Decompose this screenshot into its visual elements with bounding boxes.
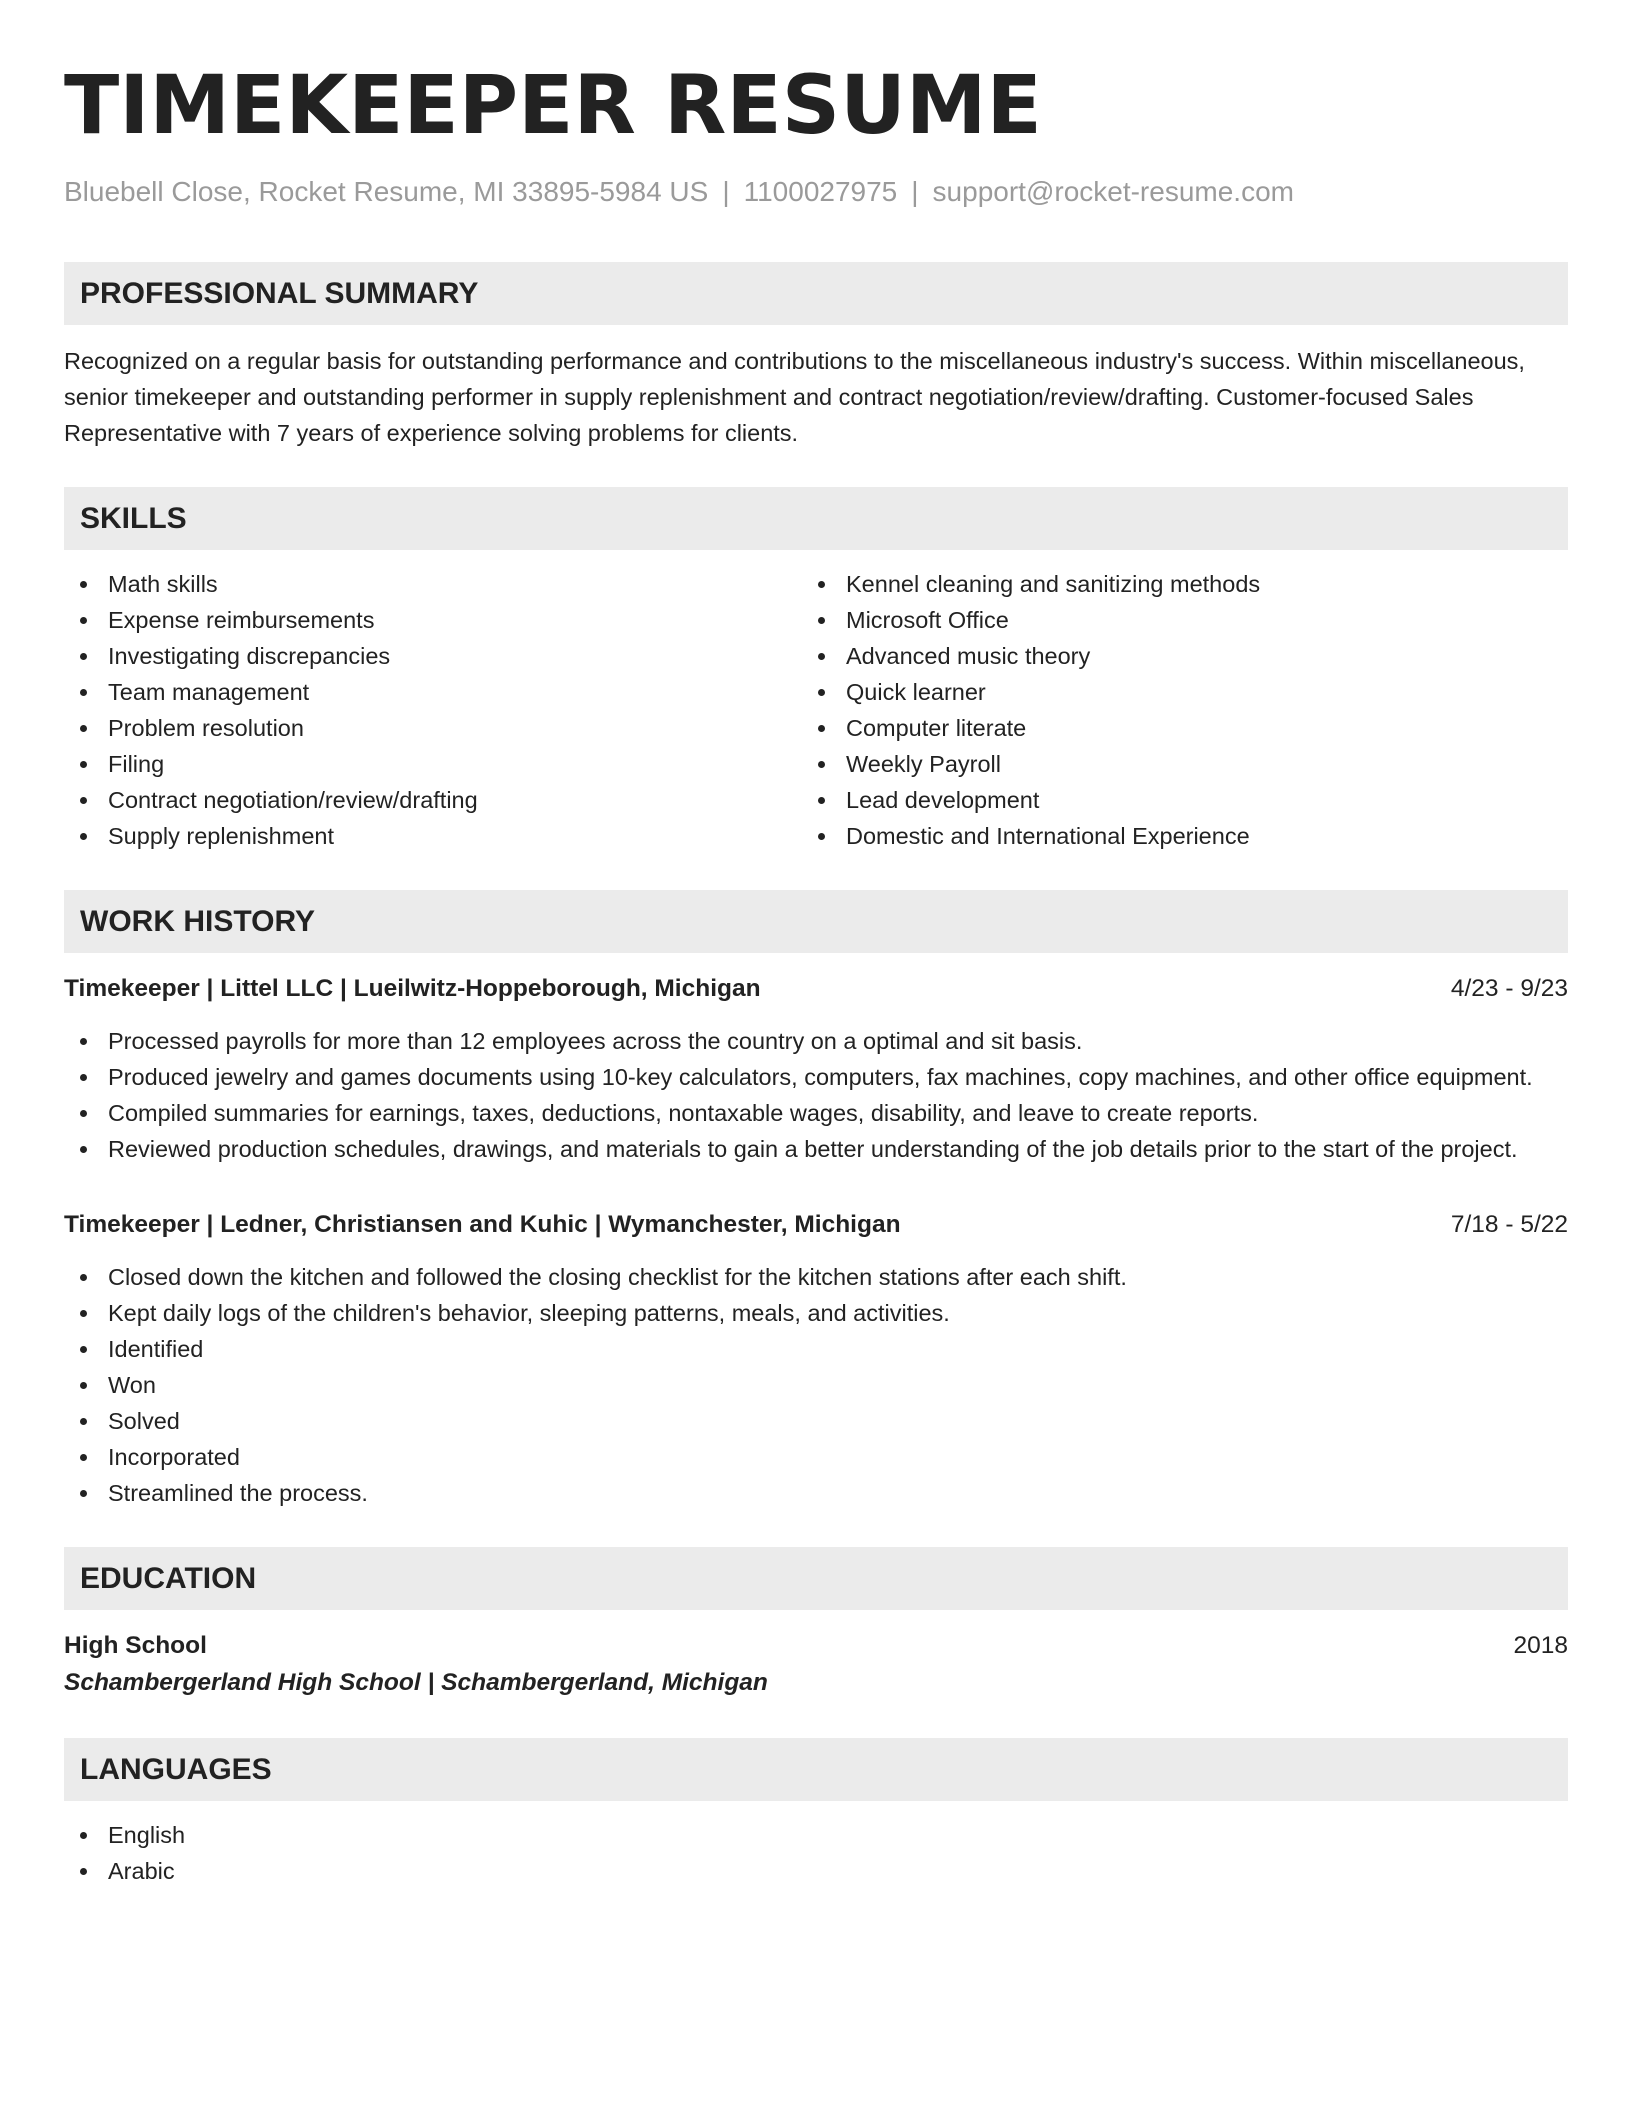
education-school: Schambergerland High School | Schambergerland, Michigan: [64, 1669, 768, 1696]
languages-list: [64, 1817, 1568, 1889]
job-bullets: [64, 1023, 1568, 1167]
contact-phone: 1100027975: [743, 176, 898, 207]
education-heading: EDUCATION: [64, 1547, 1568, 1610]
job-dates: 7/18 - 5/22: [1450, 1211, 1568, 1238]
skills-heading: SKILLS: [64, 487, 1568, 550]
education-entry: [64, 1628, 1568, 1702]
job-entry: [64, 971, 1568, 1167]
job-entry: [64, 1207, 1568, 1511]
summary-text: Recognized on a regular basis for outstanding performance and contributions to the miscellaneous industry's success. Within miscellaneous, senior timekeeper and outstanding performer in supply replenishment and contract negotiation/review/drafting. Customer-focused Sales Representative with 7 years of experience solving problems for clients.: [64, 348, 1525, 446]
job-header: [64, 971, 1568, 1007]
languages-heading: LANGUAGES: [64, 1738, 1568, 1801]
language-item: English: [64, 1817, 1568, 1853]
skill-item: Contract negotiation/review/drafting: [64, 782, 802, 818]
job-bullet: Processed payrolls for more than 12 employees across the country on a optimal and sit basis.: [64, 1023, 1568, 1059]
education-year: 2018: [1513, 1632, 1568, 1659]
job-dates: 4/23 - 9/23: [1450, 975, 1568, 1002]
job-title: Timekeeper | Littel LLC | Lueilwitz-Hoppeborough, Michigan: [64, 975, 761, 1002]
education-degree: High School: [64, 1632, 207, 1659]
skill-item: Computer literate: [802, 710, 1540, 746]
job-bullets: [64, 1259, 1568, 1511]
contact-separator: |: [911, 176, 919, 207]
skill-item: Team management: [64, 674, 802, 710]
job-bullet: Kept daily logs of the children's behavior, sleeping patterns, meals, and activities.: [64, 1295, 1568, 1331]
job-bullet: Closed down the kitchen and followed the closing checklist for the kitchen stations after each shift.: [64, 1259, 1568, 1295]
skill-item: Quick learner: [802, 674, 1540, 710]
skills-list-left: [64, 566, 802, 854]
skill-item: Advanced music theory: [802, 638, 1540, 674]
summary-heading: PROFESSIONAL SUMMARY: [64, 262, 1568, 325]
job-bullet: Won: [64, 1367, 1568, 1403]
skill-item: Math skills: [64, 566, 802, 602]
job-bullet: Compiled summaries for earnings, taxes, deductions, nontaxable wages, disability, and leave to create reports.: [64, 1095, 1568, 1131]
skill-item: Investigating discrepancies: [64, 638, 802, 674]
skill-item: Supply replenishment: [64, 818, 802, 854]
job-bullet: Reviewed production schedules, drawings, and materials to gain a better understanding of the job details prior to the start of the project.: [64, 1131, 1568, 1167]
resume-title: TIMEKEEPER RESUME: [64, 59, 1042, 153]
skill-item: Filing: [64, 746, 802, 782]
education-header: [64, 1628, 1568, 1664]
skills-grid: [64, 566, 1568, 854]
contact-line: [64, 174, 1568, 210]
skill-item: Lead development: [802, 782, 1540, 818]
skill-item: Expense reimbursements: [64, 602, 802, 638]
job-title: Timekeeper | Ledner, Christiansen and Kuhic | Wymanchester, Michigan: [64, 1211, 901, 1238]
skill-item: Weekly Payroll: [802, 746, 1540, 782]
work-history-heading: WORK HISTORY: [64, 890, 1568, 953]
job-header: [64, 1207, 1568, 1243]
contact-separator: |: [722, 176, 730, 207]
job-bullet: Identified: [64, 1331, 1568, 1367]
job-bullet: Streamlined the process.: [64, 1475, 1568, 1511]
skill-item: Domestic and International Experience: [802, 818, 1540, 854]
job-bullet: Incorporated: [64, 1439, 1568, 1475]
job-bullet: Solved: [64, 1403, 1568, 1439]
skills-list-right: [802, 566, 1540, 854]
job-bullet: Produced jewelry and games documents using 10-key calculators, computers, fax machines, copy machines, and other office equipment.: [64, 1059, 1568, 1095]
language-item: Arabic: [64, 1853, 1568, 1889]
skill-item: Problem resolution: [64, 710, 802, 746]
skill-item: Kennel cleaning and sanitizing methods: [802, 566, 1540, 602]
contact-email: support@rocket-resume.com: [932, 176, 1294, 207]
skill-item: Microsoft Office: [802, 602, 1540, 638]
contact-address: Bluebell Close, Rocket Resume, MI 33895-5984 US: [64, 176, 709, 207]
